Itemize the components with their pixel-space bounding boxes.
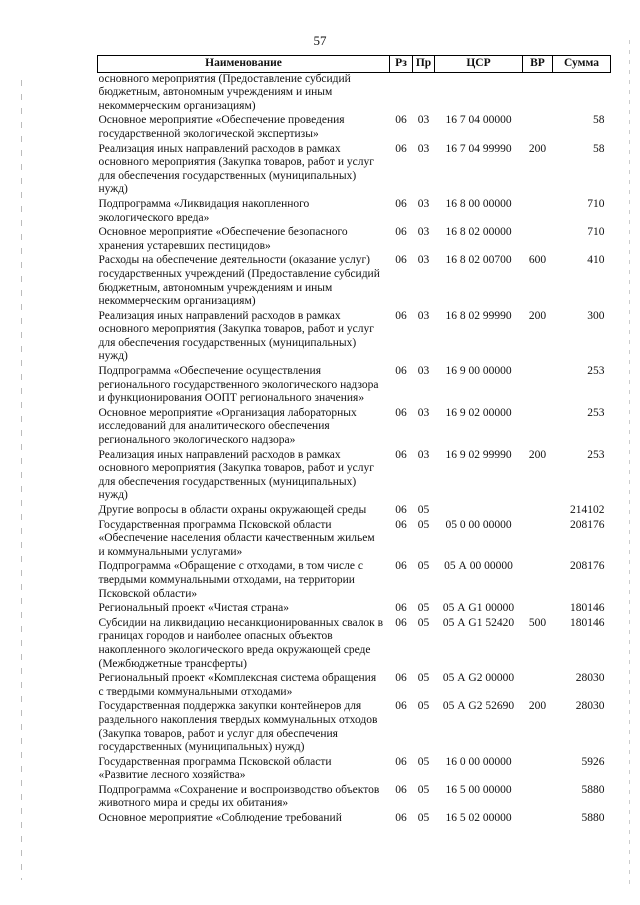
cell-vr: 500 [528,616,547,629]
header-pr: Пр [413,56,435,73]
cell-name: Подпрограмма «Обращение с отходами, в том числе с твердыми коммунальными отходами, на территории Псковской области» [98,560,363,600]
cell-vr [523,756,553,784]
cell-pr: 05 [417,616,430,629]
cell-sum: 28030 [575,672,605,685]
table-row [98,407,611,449]
cell-vr [523,226,553,254]
cell-csr: 16 5 00 00000 [445,783,512,796]
cell-vr [523,114,553,142]
cell-rz [390,72,413,114]
cell-pr: 03 [417,365,430,378]
cell-csr: 05 А G2 52690 [442,700,515,713]
cell-rz: 06 [395,365,407,378]
cell-pr: 05 [417,755,430,768]
cell-name: Региональный проект «Комплексная система обращения с твердыми коммунальными отходами» [98,672,377,698]
cell-sum: 710 [587,226,605,239]
table-row [98,143,611,198]
cell-pr: 05 [417,812,430,825]
cell-pr: 03 [417,254,430,267]
cell-name: Подпрограмма «Обеспечение осуществления регионального государственного экологического надзора и функционирования ООПТ регионального значения» [98,365,379,405]
scan-edge-left [21,80,22,880]
cell-name: Основное мероприятие «Обеспечение проведения государственной экологической экспертизы» [98,114,345,140]
cell-vr: 200 [528,700,547,713]
cell-vr [523,784,553,812]
table-row [98,700,611,755]
cell-sum: 214102 [570,504,605,516]
table-row [98,72,611,114]
cell-csr: 16 8 00 00000 [445,197,512,210]
cell-vr [523,407,553,449]
cell-csr: 16 0 00 00000 [445,755,512,768]
table-body [98,72,611,827]
cell-name: Подпрограмма «Сохранение и воспроизводство объектов животного мира и среды их обитания» [98,783,380,810]
cell-pr: 03 [417,142,430,155]
cell-vr [523,672,553,700]
cell-rz: 06 [395,518,407,531]
cell-csr [435,504,523,519]
table-row [98,310,611,365]
cell-rz: 06 [395,755,407,768]
cell-csr: 16 8 02 00700 [445,254,512,267]
cell-vr [523,72,553,114]
cell-vr [523,602,553,617]
cell-csr: 16 8 02 00000 [445,226,512,239]
cell-sum: 180146 [570,616,605,629]
cell-vr [523,519,553,561]
cell-rz: 06 [395,700,407,713]
cell-name: Основное мероприятие «Соблюдение требований [98,812,342,825]
cell-sum: 58 [593,114,605,127]
table-row [98,198,611,226]
table-row [98,254,611,309]
cell-name: Расходы на обеспечение деятельности (оказание услуг) государственных учреждений (Предоставление субсидий бюджетным, автономным учреждениям и иным некоммерческим организациям) [98,254,380,308]
cell-name: Реализация иных направлений расходов в рамках основного мероприятия (Закупка товаров, работ и услуг для обеспечения государственных (муниципальных) нужд) [98,142,374,196]
table-row [98,114,611,142]
cell-pr: 05 [417,783,430,796]
cell-csr: 05 А 00 00000 [444,560,513,573]
cell-csr: 05 А G1 52420 [442,616,515,629]
cell-sum: 5880 [581,812,605,825]
cell-pr: 03 [417,309,430,322]
table-row [98,784,611,812]
cell-sum: 253 [587,448,605,461]
table-row [98,560,611,602]
cell-rz: 06 [395,197,407,210]
cell-sum: 5880 [581,783,605,796]
cell-sum: 253 [587,406,605,419]
cell-pr: 03 [417,406,430,419]
cell-rz: 06 [395,254,407,267]
cell-rz: 06 [395,560,407,573]
cell-name: основного мероприятия (Предоставление субсидий бюджетным, автономным учреждениям и иным некоммерческим организациям) [98,72,351,112]
cell-rz: 06 [395,226,407,239]
header-rz: Рз [390,56,413,73]
cell-vr [523,504,553,519]
cell-sum: 28030 [575,700,605,713]
cell-vr [523,365,553,407]
header-csr: ЦСР [435,56,523,73]
cell-pr: 05 [417,672,430,685]
cell-name: Подпрограмма «Ликвидация накопленного экологического вреда» [98,197,310,224]
cell-name: Реализация иных направлений расходов в рамках основного мероприятия (Закупка товаров, работ и услуг для обеспечения государственных (муниципальных) нужд) [98,309,374,363]
cell-csr [435,72,523,114]
header-sum: Сумма [553,56,611,73]
cell-sum: 410 [587,254,605,267]
cell-rz: 06 [395,448,407,461]
cell-sum: 208176 [570,518,605,531]
cell-pr: 03 [417,448,430,461]
cell-name: Основное мероприятие «Обеспечение безопасного хранения устаревших пестицидов» [98,226,348,252]
cell-csr: 16 8 02 99990 [445,309,512,322]
cell-vr: 200 [528,142,547,155]
cell-rz: 06 [395,602,407,615]
cell-vr: 200 [528,448,547,461]
table-row [98,756,611,784]
table-row [98,519,611,561]
budget-table [97,55,611,827]
cell-csr: 16 9 00 00000 [445,365,512,378]
cell-csr: 05 А G2 00000 [442,672,515,685]
cell-vr [523,812,553,827]
cell-rz: 06 [395,504,407,516]
table-header-row [98,56,611,73]
cell-vr: 200 [528,309,547,322]
cell-rz: 06 [395,672,407,685]
cell-sum: 208176 [570,560,605,573]
cell-csr: 16 7 04 00000 [445,114,512,127]
cell-rz: 06 [395,114,407,127]
cell-vr [523,198,553,226]
cell-csr: 16 9 02 00000 [445,406,512,419]
cell-name: Другие вопросы в области охраны окружающей среды [98,504,367,516]
scan-edge-right [629,40,630,890]
cell-name: Региональный проект «Чистая страна» [98,602,290,615]
cell-csr: 05 0 00 00000 [445,518,512,531]
header-vr: ВР [523,56,553,73]
cell-sum: 5926 [581,755,605,768]
cell-sum: 58 [593,142,605,155]
cell-sum [553,72,611,114]
cell-sum: 710 [587,197,605,210]
cell-pr: 05 [417,700,430,713]
table-row [98,226,611,254]
cell-rz: 06 [395,406,407,419]
cell-vr [523,560,553,602]
cell-name: Основное мероприятие «Организация лабораторных исследований для аналитического обеспечения регионального экологического надзора» [98,406,357,447]
cell-name: Государственная программа Псковской области «Обеспечение населения области качественным жильем и коммунальными услугами» [98,518,375,558]
cell-name: Реализация иных направлений расходов в рамках основного мероприятия (Закупка товаров, работ и услуг для обеспечения государственных (муниципальных) нужд) [98,448,374,502]
cell-vr: 600 [528,254,547,267]
table-row [98,812,611,827]
cell-pr: 05 [417,560,430,573]
table-row [98,672,611,700]
cell-rz: 06 [395,616,407,629]
cell-pr: 03 [417,197,430,210]
cell-rz: 06 [395,142,407,155]
cell-rz: 06 [395,309,407,322]
header-name: Наименование [98,56,390,73]
cell-sum: 253 [587,365,605,378]
table-row [98,617,611,672]
cell-csr: 16 7 04 99990 [445,142,512,155]
cell-pr: 05 [417,518,430,531]
cell-rz: 06 [395,812,407,825]
cell-rz: 06 [395,783,407,796]
cell-csr: 05 А G1 00000 [442,602,515,615]
cell-sum: 300 [587,309,605,322]
table-row [98,504,611,519]
page-number: 57 [313,33,327,48]
cell-name: Государственная программа Псковской области «Развитие лесного хозяйства» [98,755,332,782]
table-row [98,365,611,407]
cell-name: Субсидии на ликвидацию несанкционированных свалок в границах городов и наиболее опасных объектов накопленного экологического вреда окружающей среде (Межбюджетные трансферты) [98,616,384,670]
cell-pr: 05 [417,504,430,516]
cell-csr: 16 5 02 00000 [445,812,512,825]
cell-pr: 03 [417,226,430,239]
cell-pr: 05 [417,602,430,615]
table-row [98,449,611,504]
cell-csr: 16 9 02 99990 [445,448,512,461]
cell-name: Государственная поддержка закупки контейнеров для раздельного накопления твердых коммунальных отходов (Закупка товаров, работ и услуг для обеспечения государственных (муниципальных) нужд) [98,700,378,754]
cell-pr: 03 [417,114,430,127]
cell-pr [413,72,435,114]
cell-sum: 180146 [570,602,605,615]
table-row [98,602,611,617]
